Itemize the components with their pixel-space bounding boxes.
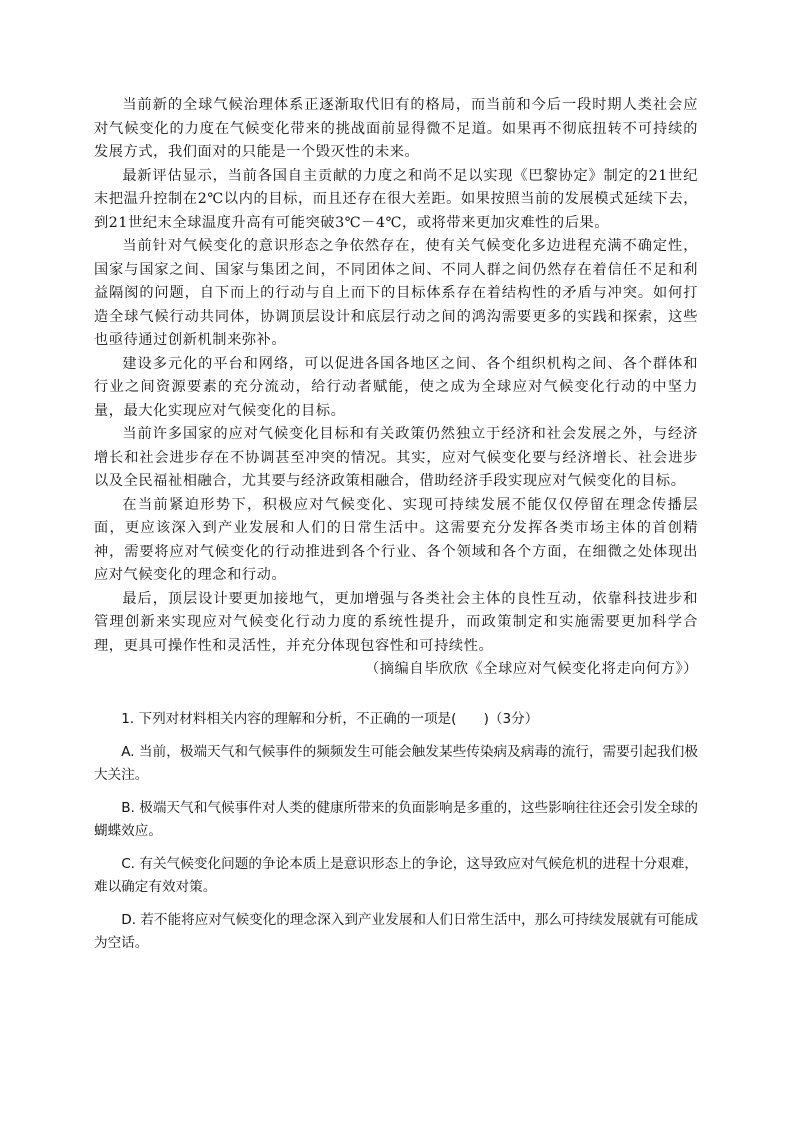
- option-b: B. 极端天气和气候事件对人类的健康所带来的负面影响是多重的，这些影响往往还会引发全球的蝴蝶效应。: [94, 800, 698, 839]
- article-paragraph-3: 当前针对气候变化的意识形态之争依然存在，使有关气候变化多边进程充满不确定性，国家与国家之间、国家与集团之间，不同团体之间、不同人群之间仍然存在着信任不足和利益隔阂的问题，自下而上的行动与自上而下的目标体系存在着结构性的矛盾与冲突。如何打造全球气候行动共同体，协调顶层设计和底层行动之间的鸿沟需要更多的实践和探索，这些也亟待通过创新机制来弥补。: [94, 238, 698, 348]
- option-d: D. 若不能将应对气候变化的理念深入到产业发展和人们日常生活中，那么可持续发展就有可能成为空话。: [94, 912, 698, 951]
- article-body: [94, 94, 698, 682]
- article-paragraph-4: 建设多元化的平台和网络，可以促进各国各地区之间、各个组织机构之间、各个群体和行业之间资源要素的充分流动，给行动者赋能，使之成为全球应对气候变化行动的中坚力量，最大化实现应对气候变化的目标。: [94, 355, 698, 419]
- question-stem: 1. 下列对材料相关内容的理解和分析，不正确的一项是( )（3分）: [121, 711, 539, 727]
- option-a: A. 当前，极端天气和气候事件的频频发生可能会触发某些传染病及病毒的流行，需要引起我们极大关注。: [94, 744, 698, 783]
- article-paragraph-5: 当前许多国家的应对气候变化目标和有关政策仍然独立于经济和社会发展之外，与经济增长和社会进步存在不协调甚至冲突的情况。其实，应对气候变化要与经济增长、社会进步以及全民福祉相融合，尤其要与经济政策相融合，借助经济手段实现应对气候变化的目标。: [94, 426, 698, 489]
- article-paragraph-7: 最后，顶层设计要更加接地气，更加增强与各类社会主体的良性互动，依靠科技进步和管理创新来实现应对气候变化行动力度的系统性提升，而政策制定和实施需要更加科学合理，更具可操作性和灵活性，并充分体现包容性和可持续性。: [94, 590, 698, 654]
- article-paragraph-1: 当前新的全球气候治理体系正逐渐取代旧有的格局，而当前和今后一段时期人类社会应对气候变化的力度在气候变化带来的挑战面前显得微不足道。如果再不彻底扭转不可持续的发展方式，我们面对的只能是一个毁灭性的未来。: [94, 97, 698, 160]
- option-c: C. 有关气候变化问题的争论本质上是意识形态上的争论，这导致应对气候危机的进程十分艰难，难以确定有效对策。: [94, 856, 698, 895]
- article-paragraph-2: 最新评估显示，当前各国自主贡献的力度之和尚不足以实现《巴黎协定》制定的21世纪末把温升控制在2℃以内的目标，而且还存在很大差距。如果按照当前的发展模式延续下去，到21世纪末全球温度升高有可能突破3℃－4℃，或将带来更加灾难性的后果。: [94, 167, 698, 231]
- question-block: [94, 708, 698, 965]
- article-paragraph-6: 在当前紧迫形势下，积极应对气候变化、实现可持续发展不能仅仅停留在理念传播层面，更应该深入到产业发展和人们的日常生活中。这需要充分发挥各类市场主体的首创精神，需要将应对气候变化的行动推进到各个行业、各个领域和各个方面，在细微之处体现出应对气候变化的理念和行动。: [94, 496, 698, 583]
- article-source: （摘编自毕欣欣《全球应对气候变化将走向何方》）: [364, 661, 698, 677]
